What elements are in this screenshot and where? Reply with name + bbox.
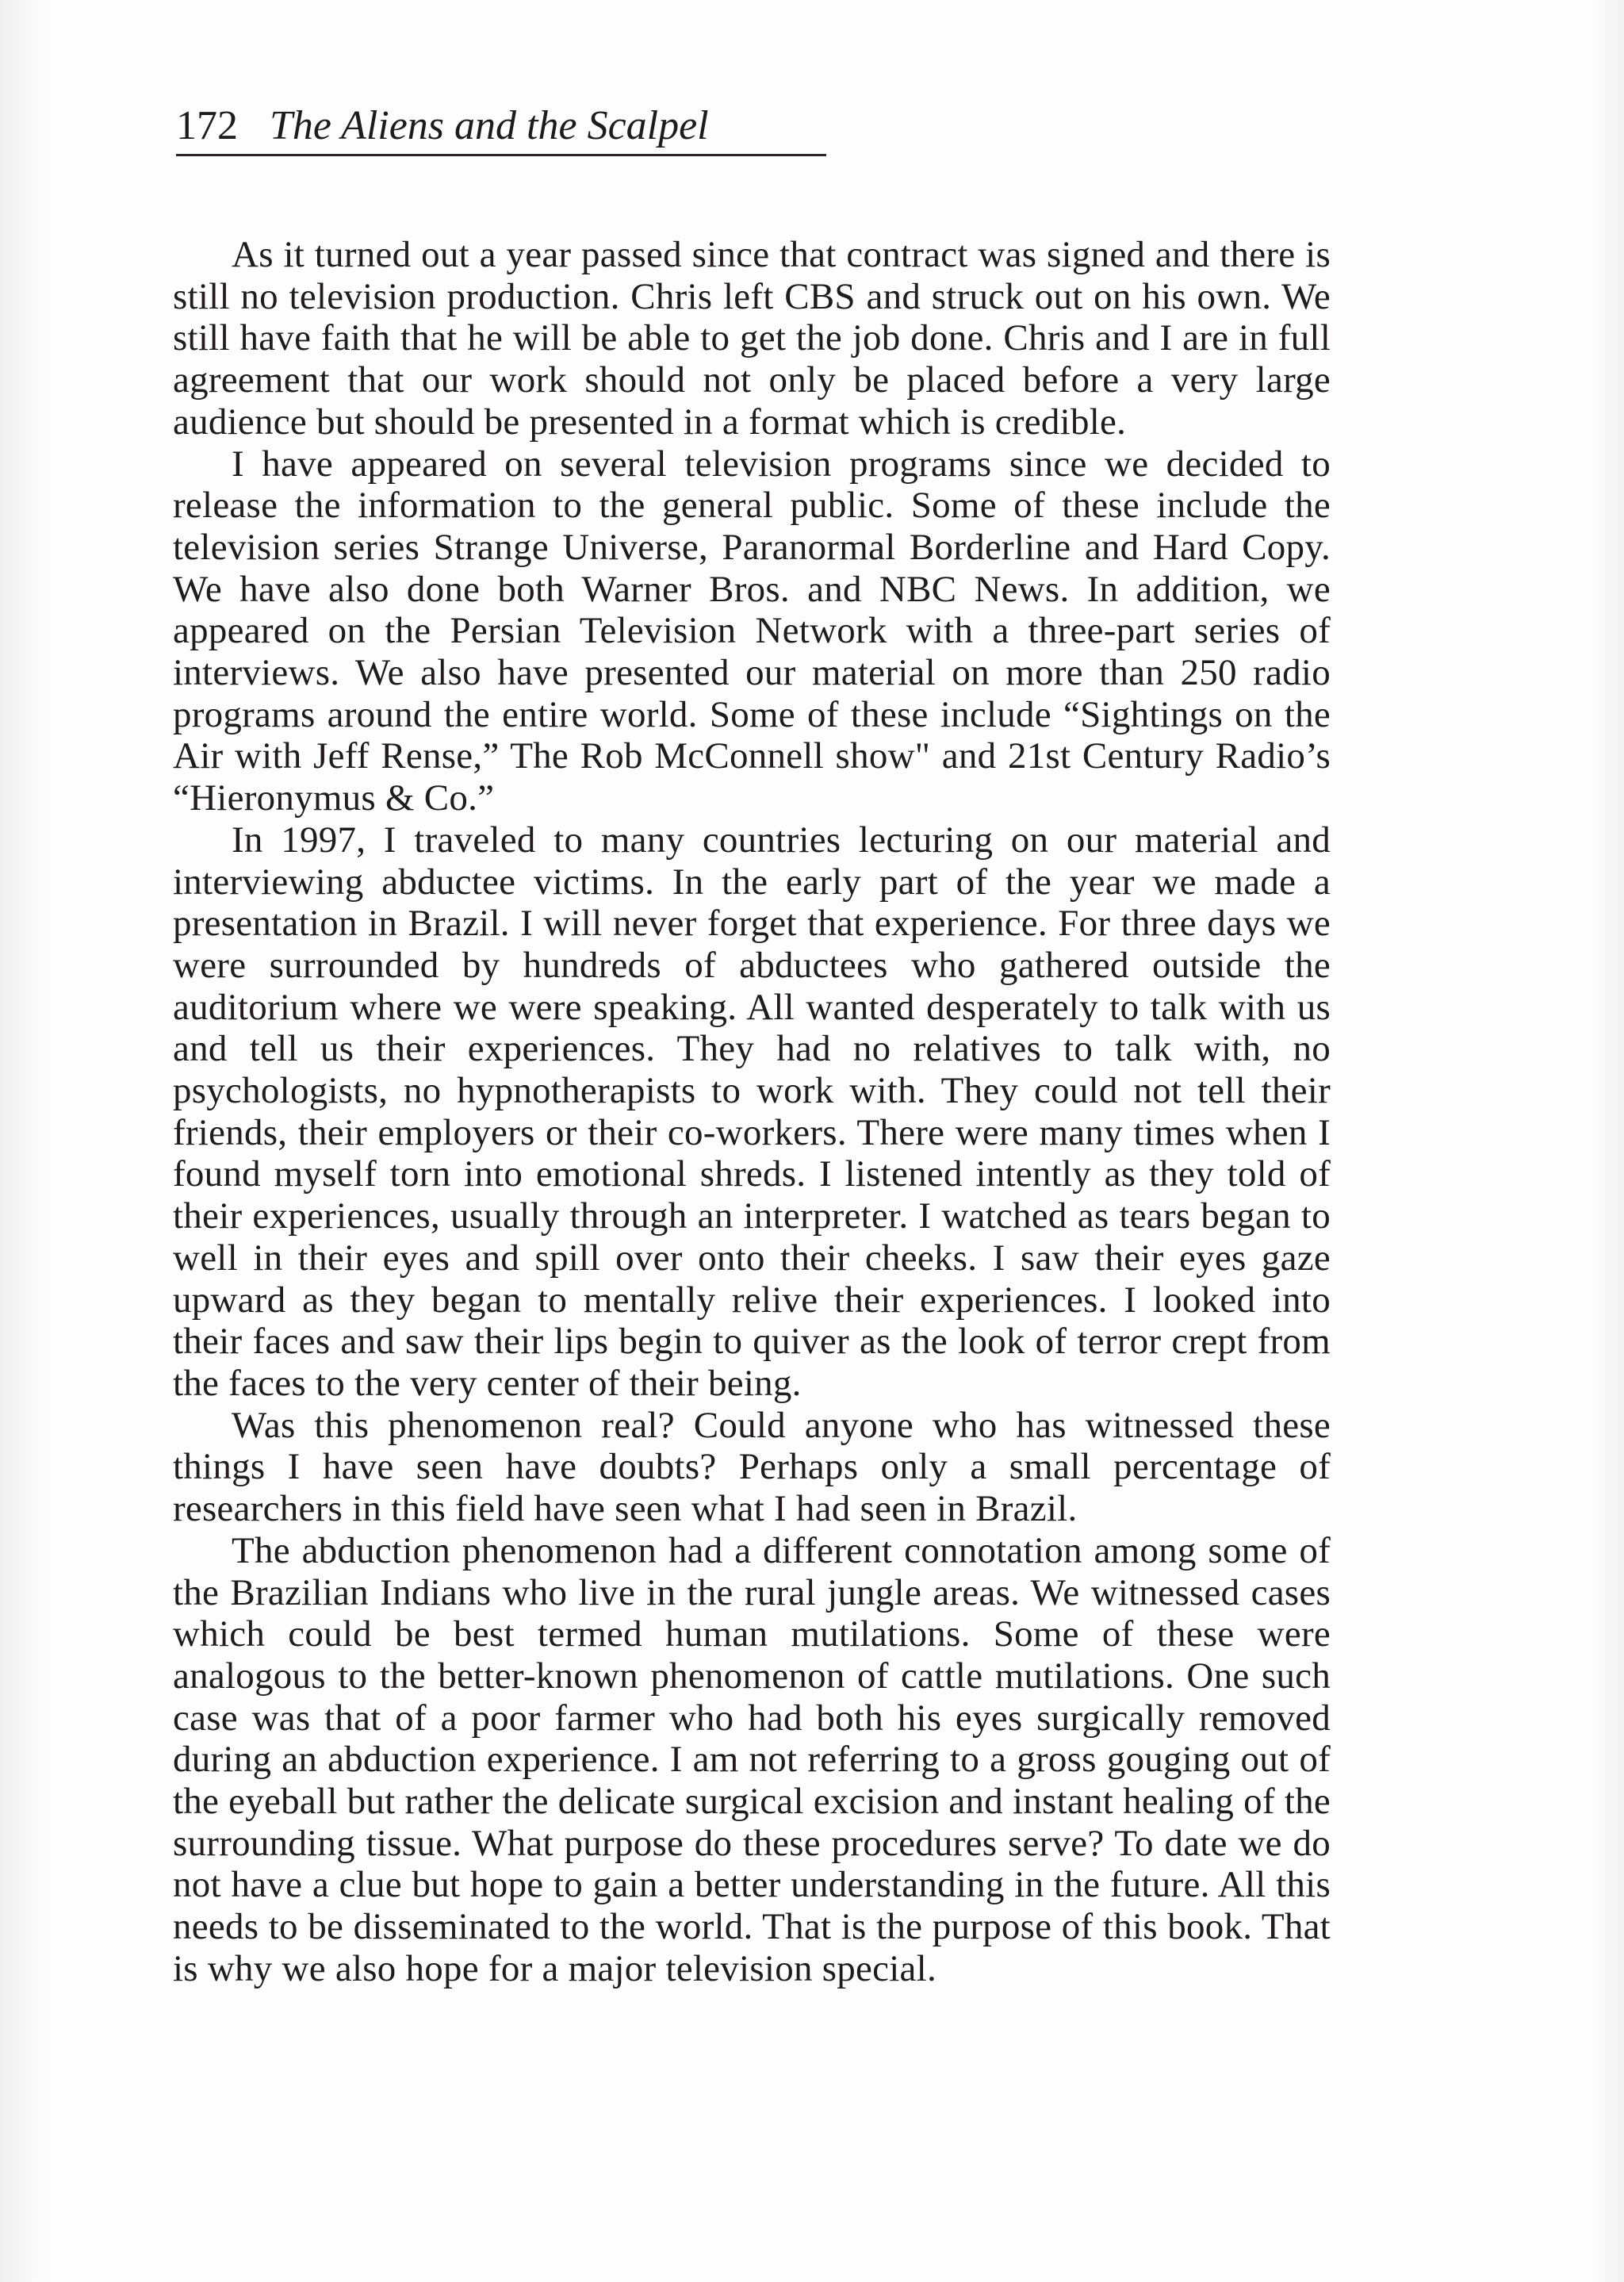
paragraph: As it turned out a year passed since that contract was signed and there is still no television production. Chris left CBS and struck out on his own. We still have faith that he will be able to get the job done. Chris and I are in full agreement that our work should not only be placed before a very large audience but should be presented in a format which is credible. xyxy=(173,234,1331,443)
page-number: 172 xyxy=(176,103,238,148)
paragraph: In 1997, I traveled to many countries lecturing on our material and interviewing abductee victims. In the early part of the year we made a presentation in Brazil. I will never forget that experience. For three days we were surrounded by hundreds of abductees who gathered outside the auditorium where we were speaking. All wanted desperately to talk with us and tell us their experiences. They had no relatives to talk with, no psychologists, no hypnotherapists to work with. They could not tell their friends, their employers or their co-workers. There were many times when I found myself torn into emotional shreds. I listened intently as they told of their experiences, usually through an interpreter. I watched as tears began to well in their eyes and spill over onto their cheeks. I saw their eyes gaze upward as they began to mentally relive their experiences. I looked into their faces and saw their lips begin to quiver as the look of terror crept from the faces to the very center of their being. xyxy=(173,819,1331,1404)
running-head xyxy=(176,98,826,156)
paragraph: Was this phenomenon real? Could anyone who has witnessed these things I have seen have doubts? Perhaps only a small percentage of researchers in this field have seen what I had seen in Brazil. xyxy=(173,1404,1331,1530)
body-text xyxy=(173,234,1331,1990)
page-edge-shadow xyxy=(1592,0,1624,2282)
paragraph: The abduction phenomenon had a different connotation among some of the Brazilian Indians who live in the rural jungle areas. We witnessed cases which could be best termed human mutilations. Some of these were analogous to the better-known phenomenon of cattle mutilations. One such case was that of a poor farmer who had both his eyes surgically removed during an abduction experience. I am not referring to a gross gouging out of the eyeball but rather the delicate surgical excision and instant healing of the surrounding tissue. What purpose do these procedures serve? To date we do not have a clue but hope to gain a better understanding in the future. All this needs to be disseminated to the world. That is the purpose of this book. That is why we also hope for a major television special. xyxy=(173,1529,1331,1989)
paragraph: I have appeared on several television programs since we decided to release the information to the general public. Some of these include the television series Strange Universe, Paranormal Borderline and Hard Copy. We have also done both Warner Bros. and NBC News. In addition, we appeared on the Persian Television Network with a three-part series of interviews. We also have presented our material on more than 250 radio programs around the entire world. Some of these include “Sightings on the Air with Jeff Rense,” The Rob McConnell show" and 21st Century Radio’s “Hieronymus & Co.” xyxy=(173,443,1331,819)
page-gutter-shadow xyxy=(0,0,56,2282)
book-title: The Aliens and the Scalpel xyxy=(270,103,709,148)
